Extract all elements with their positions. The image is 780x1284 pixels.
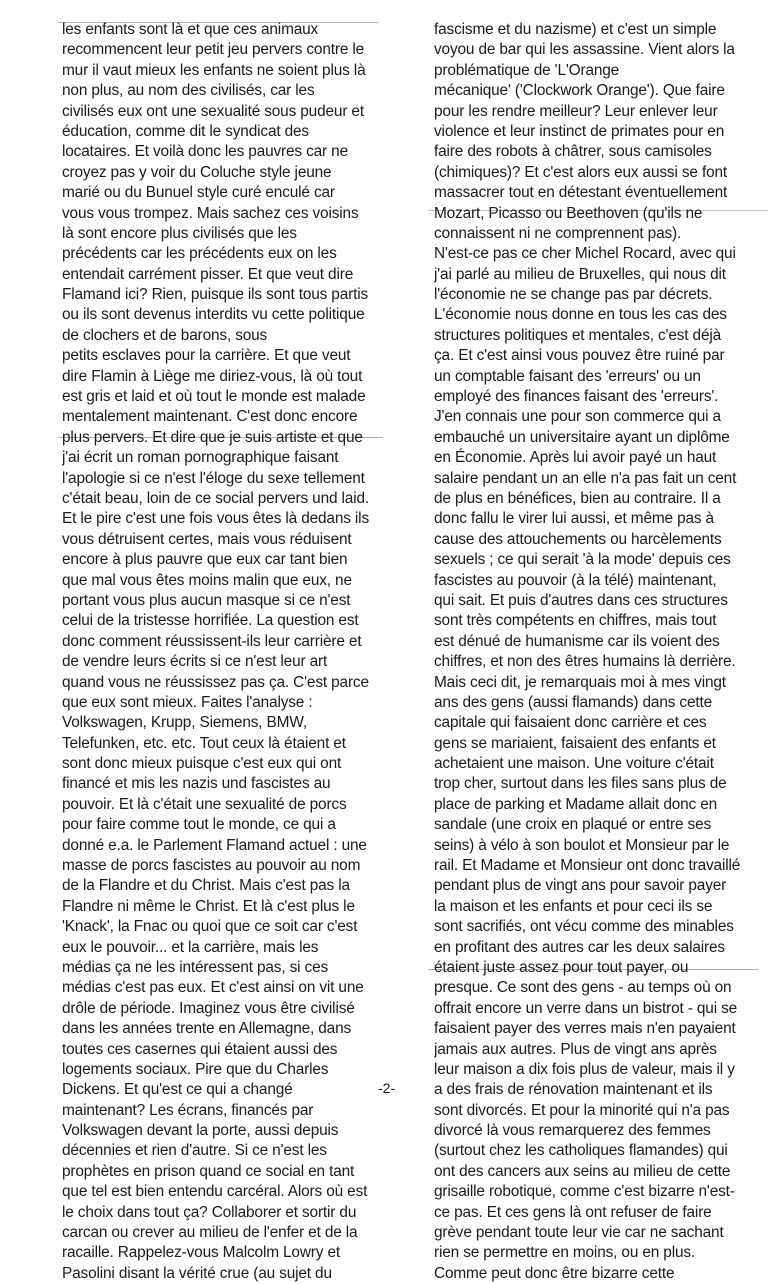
text-line: embauché un universitaire ayant un diplôme <box>434 428 730 446</box>
text-line: le choix dans tout ça? Collaborer et sortir du <box>62 1203 357 1221</box>
text-line: L'économie nous donne en tous les cas des <box>434 306 727 324</box>
text-line: sont donc mieux puisque c'est eux qui ont <box>62 755 342 773</box>
text-line: Pasolini disant la vérité crue (au sujet du <box>62 1264 332 1282</box>
text-line: J'en connais une pour son commerce qui a <box>434 408 721 426</box>
text-line: cause des attouchements ou harcèlements <box>434 530 722 548</box>
text-line: voyou de bar qui les assassine. Vient alors la <box>434 41 735 59</box>
text-line: j'ai écrit un roman pornographique faisant <box>62 449 339 467</box>
text-line: que eux sont mieux. Faites l'analyse : <box>62 693 313 711</box>
text-line: Mais ceci dit, je remarquais moi à mes vingt <box>434 673 726 691</box>
text-line: achetaient une maison. Une voiture c'était <box>434 755 714 773</box>
text-line: dire Flamin à Liège me diriez-vous, là où tout <box>62 367 363 385</box>
text-line: grisaille robotique, comme c'est bizarre n'est- <box>434 1183 735 1201</box>
text-line: carcan ou crever au milieu de l'enfer et de la <box>62 1224 358 1242</box>
text-line: (chimiques)? Et c'est alors eux aussi se font <box>434 163 728 181</box>
text-line: Volkswagen devant la porte, aussi depuis <box>62 1122 339 1140</box>
text-line: prophètes en prison quand ce social en tant <box>62 1162 355 1180</box>
text-line: problématique de 'L'Orange <box>434 61 620 79</box>
text-line: donc fallu le virer lui aussi, et même pas à <box>434 510 714 528</box>
text-line: ce pas. Et ces gens là ont refuser de faire <box>434 1203 712 1221</box>
text-line: est gris et laid et où tout le monde est malade <box>62 388 366 406</box>
text-line: marié ou du Bunuel style curé enculé car <box>62 184 335 202</box>
text-line: pendant plus de vingt ans pour savoir payer <box>434 877 727 895</box>
text-line: masse de porcs fascistes au pouvoir au nom <box>62 857 361 875</box>
text-line: donc comment réussissent-ils leur carrière et <box>62 632 362 650</box>
text-line: offrait encore un verre dans un bistrot - qui se <box>434 999 738 1017</box>
text-line: étaient juste assez pour tout payer, ou <box>434 958 689 976</box>
text-line: chiffres, et non des êtres humains là derrière. <box>434 653 736 671</box>
text-line: là sont encore plus civilisés que les <box>62 224 297 242</box>
text-line: (surtout chez les catholiques flamandes) qui <box>434 1142 728 1160</box>
text-line: la maison et les enfants et pour ceci ils se <box>434 897 713 915</box>
text-line: que mal vous êtes moins malin que eux, ne <box>62 571 352 589</box>
text-line: jamais aux autres. Plus de vingt ans après <box>434 1040 717 1058</box>
text-line: seins) à vélo à son boulot et Monsieur par le <box>434 836 730 854</box>
text-line: Et le pire c'est une fois vous êtes là dedans ils <box>62 510 369 528</box>
text-line: que tel est bien entendu carcéral. Alors où est <box>62 1183 368 1201</box>
text-line: Telefunken, etc. etc. Tout ceux là étaient et <box>62 734 346 752</box>
text-line: donné e.a. le Parlement Flamand actuel : une <box>62 836 367 854</box>
text-line: médias c'est pas eux. Et c'est ainsi on vit une <box>62 979 364 997</box>
text-line: trop cher, surtout dans les files sans plus de <box>434 775 727 793</box>
text-line: leur maison a dix fois plus de valeur, mais il y <box>434 1060 735 1078</box>
text-line: sont sacrifiés, ont vécu comme des minables <box>434 918 734 936</box>
text-line: financé et mis les nazis und fascistes au <box>62 775 331 793</box>
text-line: maintenant? Les écrans, financés par <box>62 1101 314 1119</box>
text-line: décennies et rien d'autre. Si ce n'est les <box>62 1142 327 1160</box>
text-line: croyez pas y voir du Coluche style jeune <box>62 163 332 181</box>
text-line: structures politiques et mentales, c'est déjà <box>434 326 722 344</box>
text-line: plus pervers. Et dire que je suis artiste et que <box>62 428 363 446</box>
text-line: encore à plus pauvre que eux car tant bien <box>62 551 348 569</box>
text-line: logements sociaux. Pire que du Charles <box>62 1060 329 1078</box>
text-line: faisaient payer des verres mais n'en payaient <box>434 1020 736 1038</box>
text-line: racaille. Rappelez-vous Malcolm Lowry et <box>62 1244 340 1262</box>
text-line: non plus, au nom des civilisés, car les <box>62 82 315 100</box>
text-line: l'économie ne se change pas par décrets. <box>434 286 713 304</box>
left-text-column <box>62 20 392 1284</box>
text-line: ça. Et c'est ainsi vous pouvez être ruiné par <box>434 347 725 365</box>
text-line: rien se permettre en moins, ou en plus. <box>434 1244 696 1262</box>
text-line: faire des robots à châtrer, sous camisoles <box>434 143 712 161</box>
text-line: ont des cancers aux seins au milieu de cette <box>434 1162 731 1180</box>
text-line: vous vous trompez. Mais sachez ces voisins <box>62 204 359 222</box>
text-line: de clochers et de barons, sous <box>62 326 268 344</box>
text-line: place de parking et Madame allait donc en <box>434 795 718 813</box>
text-line: Flandre ni même le Christ. Et là c'est plus le <box>62 897 355 915</box>
text-line: Volkswagen, Krupp, Siemens, BMW, <box>62 714 307 732</box>
text-line: l'apologie si ce n'est l'éloge du sexe tellement <box>62 469 365 487</box>
text-line: éducation, comme dit le syndicat des <box>62 122 309 140</box>
text-line: presque. Ce sont des gens - au temps où on <box>434 979 732 997</box>
text-line: divorcé là vous remarquerez des femmes <box>434 1122 711 1140</box>
text-line: petits esclaves pour la carrière. Et que veut <box>62 347 351 365</box>
text-line: un comptable faisant des 'erreurs' ou un <box>434 367 701 385</box>
text-line: sexuels ; ce qui serait 'à la mode' depuis ces <box>434 551 731 569</box>
text-line: Flamand ici? Rien, puisque ils sont tous partis <box>62 286 369 304</box>
text-line: Comme peut donc être bizarre cette <box>434 1264 675 1282</box>
text-line: celui de la tristesse horrifiée. La question est <box>62 612 359 630</box>
text-line: grève pendant toute leur vie car ne sachant <box>434 1224 724 1242</box>
text-line: en Économie. Après lui avoir payé un haut <box>434 449 717 467</box>
page-number: -2- <box>378 1080 396 1096</box>
text-line: toutes ces casernes qui étaient aussi des <box>62 1040 338 1058</box>
text-line: pour faire comme tout le monde, ce qui a <box>62 816 336 834</box>
text-line: de plus en bénéfices, bien au contraire. Il a <box>434 489 721 507</box>
text-line: est dénué de humanisme car ils voient des <box>434 632 720 650</box>
text-line: civilisés eux ont une sexualité sous pudeur et <box>62 102 364 120</box>
right-text-column <box>434 20 764 1284</box>
text-line: entendait carrément pisser. Et que veut dire <box>62 265 354 283</box>
text-line: connaissent ni ne comprennent pas). <box>434 224 682 242</box>
text-line: pouvoir. Et là c'était une sexualité de porcs <box>62 795 347 813</box>
text-line: gens se mariaient, faisaient des enfants et <box>434 734 716 752</box>
text-line: eux le pouvoir... et la carrière, mais les <box>62 938 319 956</box>
text-line: les enfants sont là et que ces animaux <box>62 21 319 38</box>
text-line: portant vous plus aucun masque si ce n'est <box>62 591 351 609</box>
text-line: sont divorcés. Et pour la minorité qui n'a pas <box>434 1101 730 1119</box>
text-line: drôle de période. Imaginez vous être civilisé <box>62 999 355 1017</box>
text-line: qui sait. Et puis d'autres dans ces structures <box>434 591 728 609</box>
text-line: j'ai parlé au milieu de Bruxelles, qui nous dit <box>434 265 726 283</box>
text-line: mécanique' ('Clockwork Orange'). Que faire <box>434 82 725 100</box>
text-line: précédents car les précédents eux on les <box>62 245 337 263</box>
text-line: pour les rendre meilleur? Leur enlever leur <box>434 102 718 120</box>
text-line: mentalement maintenant. C'est donc encore <box>62 408 358 426</box>
text-line: mur il vaut mieux les enfants ne soient plus là <box>62 61 366 79</box>
text-line: sont très compétents en chiffres, mais tout <box>434 612 717 630</box>
text-line: capitale qui faisaient donc carrière et ces <box>434 714 707 732</box>
text-line: Dickens. Et qu'est ce qui a changé <box>62 1081 293 1099</box>
text-line: a des frais de rénovation maintenant et ils <box>434 1081 713 1099</box>
text-line: locataires. Et voilà donc les pauvres car ne <box>62 143 348 161</box>
text-line: c'était beau, loin de ce social pervers und laid. <box>62 489 370 507</box>
text-line: de la Flandre et du Christ. Mais c'est pas la <box>62 877 350 895</box>
text-line: fascisme et du nazisme) et c'est un simple <box>434 21 717 38</box>
text-line: salaire pendant un an elle n'a pas fait un cent <box>434 469 737 487</box>
text-line: en profitant des autres car les deux salaires <box>434 938 725 956</box>
text-line: recommencent leur petit jeu pervers contre le <box>62 41 365 59</box>
text-line: de vendre leurs écrits si ce n'est leur art <box>62 653 328 671</box>
text-line: N'est-ce pas ce cher Michel Rocard, avec qui <box>434 245 736 263</box>
text-line: 'Knack', la Fnac ou quoi que ce soit car c'est <box>62 918 358 936</box>
text-line: violence et leur instinct de primates pour en <box>434 122 725 140</box>
text-line: massacrer tout en détestant éventuellement <box>434 184 728 202</box>
text-line: fascistes au pouvoir (à la télé) maintenant, <box>434 571 717 589</box>
text-line: employé des finances faisant des 'erreurs'. <box>434 388 719 406</box>
text-line: quand vous ne réussissez pas ça. C'est parce <box>62 673 369 691</box>
text-line: dans les années trente en Allemagne, dans <box>62 1020 352 1038</box>
text-line: médias ça ne les intéressent pas, si ces <box>62 958 329 976</box>
text-line: ans des gens (aussi flamands) dans cette <box>434 693 713 711</box>
text-line: Mozart, Picasso ou Beethoven (qu'ils ne <box>434 204 703 222</box>
text-line: rail. Et Madame et Monsieur ont donc travaillé <box>434 857 741 875</box>
text-line: vous détruisent certes, mais vous réduisent <box>62 530 352 548</box>
text-line: sandale (une croix en plaqué or entre ses <box>434 816 712 834</box>
text-line: ou ils sont devenus interdits vu cette politique <box>62 306 365 324</box>
